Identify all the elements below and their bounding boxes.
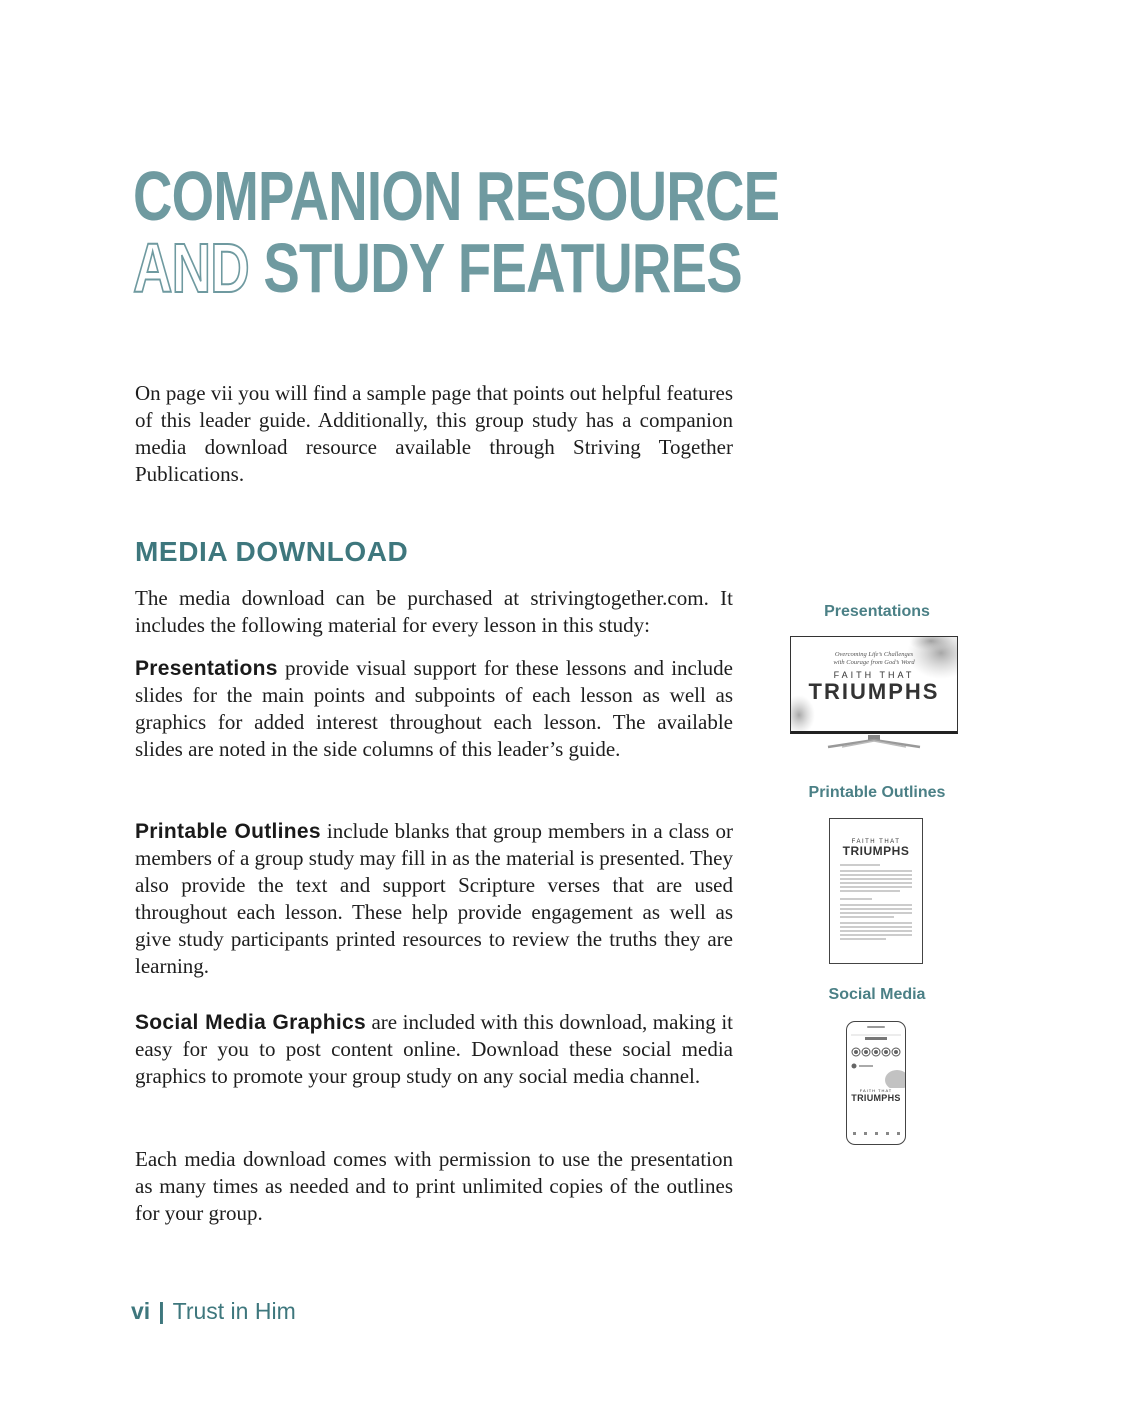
outlines-paragraph xyxy=(135,818,733,980)
footer-separator: | xyxy=(158,1298,165,1324)
presentations-label: Presentations xyxy=(824,603,930,620)
presentations-text: provide visual support for these lessons and include slides for the main points and subpoints of each lesson as well as graphics for added interest throughout each lesson. The available slides are noted in the side columns of this leader’s guide. xyxy=(135,656,733,761)
phone-post-text xyxy=(847,1088,905,1103)
closing-paragraph: Each media download comes with permission to use the presentation as many times as needed and to print unlimited copies of the outlines for your group. xyxy=(135,1147,733,1225)
phone-book-title-large: TRIUMPHS xyxy=(851,1093,901,1103)
phone-app-header xyxy=(847,1022,905,1088)
outline-text-lines xyxy=(830,861,922,961)
intro-paragraph: On page vii you will find a sample page that points out helpful features of this leader guide. Additionally, this group study has a companion media download resource available through Striving Together Publications. xyxy=(135,381,733,486)
social-media-label: Social Media xyxy=(828,986,926,1003)
title-outline-word: AND xyxy=(133,229,249,307)
title-solid-words: STUDY FEATURES xyxy=(263,229,742,307)
page-title xyxy=(133,157,780,307)
tv-book-title-large: TRIUMPHS xyxy=(808,679,940,704)
social-paragraph xyxy=(135,1009,733,1090)
phone-social-image xyxy=(846,1021,906,1145)
presentations-paragraph xyxy=(135,655,733,763)
outlines-label: Printable Outlines xyxy=(808,784,946,801)
tv-subtitle-line-2: with Courage from God’s Word xyxy=(833,659,915,666)
tv-subtitle-line-1: Overcoming Life’s Challenges xyxy=(834,651,914,658)
tv-slide-text xyxy=(791,651,957,704)
page-footer xyxy=(131,1298,296,1325)
tv-subtitle xyxy=(791,651,957,667)
tv-screen xyxy=(790,636,958,734)
tv-book-title-small: FAITH THAT xyxy=(833,670,915,680)
phone-tab-bar xyxy=(847,1126,905,1140)
social-lead: Social Media Graphics xyxy=(135,1011,366,1034)
tv-presentation-image xyxy=(790,636,958,752)
outlines-lead: Printable Outlines xyxy=(135,820,321,843)
printable-outline-image xyxy=(829,818,923,964)
outline-book-title-large: TRIUMPHS xyxy=(842,844,910,858)
social-text: are included with this download, making it easy for you to post content online. Download these social media graphics to promote your group study on any social media channel. xyxy=(135,1010,733,1088)
media-download-intro: The media download can be purchased at strivingtogether.com. It includes the following material for every lesson in this study: xyxy=(135,586,733,637)
page-number: vi xyxy=(131,1298,151,1324)
phone-book-title-small: FAITH THAT xyxy=(859,1088,893,1093)
outlines-text: include blanks that group members in a class or members of a group study may fill in as the material is presented. They also provide the text and support Scripture verses that are used throughout each lesson. These help provide engagement as well as give study participants printed resources to review the truths they are learning. xyxy=(135,819,733,978)
footer-book-title: Trust in Him xyxy=(172,1298,296,1324)
tv-stand xyxy=(824,735,924,749)
title-line-1: COMPANION RESOURCE xyxy=(133,157,780,235)
media-download-heading: MEDIA DOWNLOAD xyxy=(135,536,409,567)
title-line-2 xyxy=(133,229,779,307)
presentations-lead: Presentations xyxy=(135,657,278,680)
outline-book-title-small: FAITH THAT xyxy=(851,839,901,845)
